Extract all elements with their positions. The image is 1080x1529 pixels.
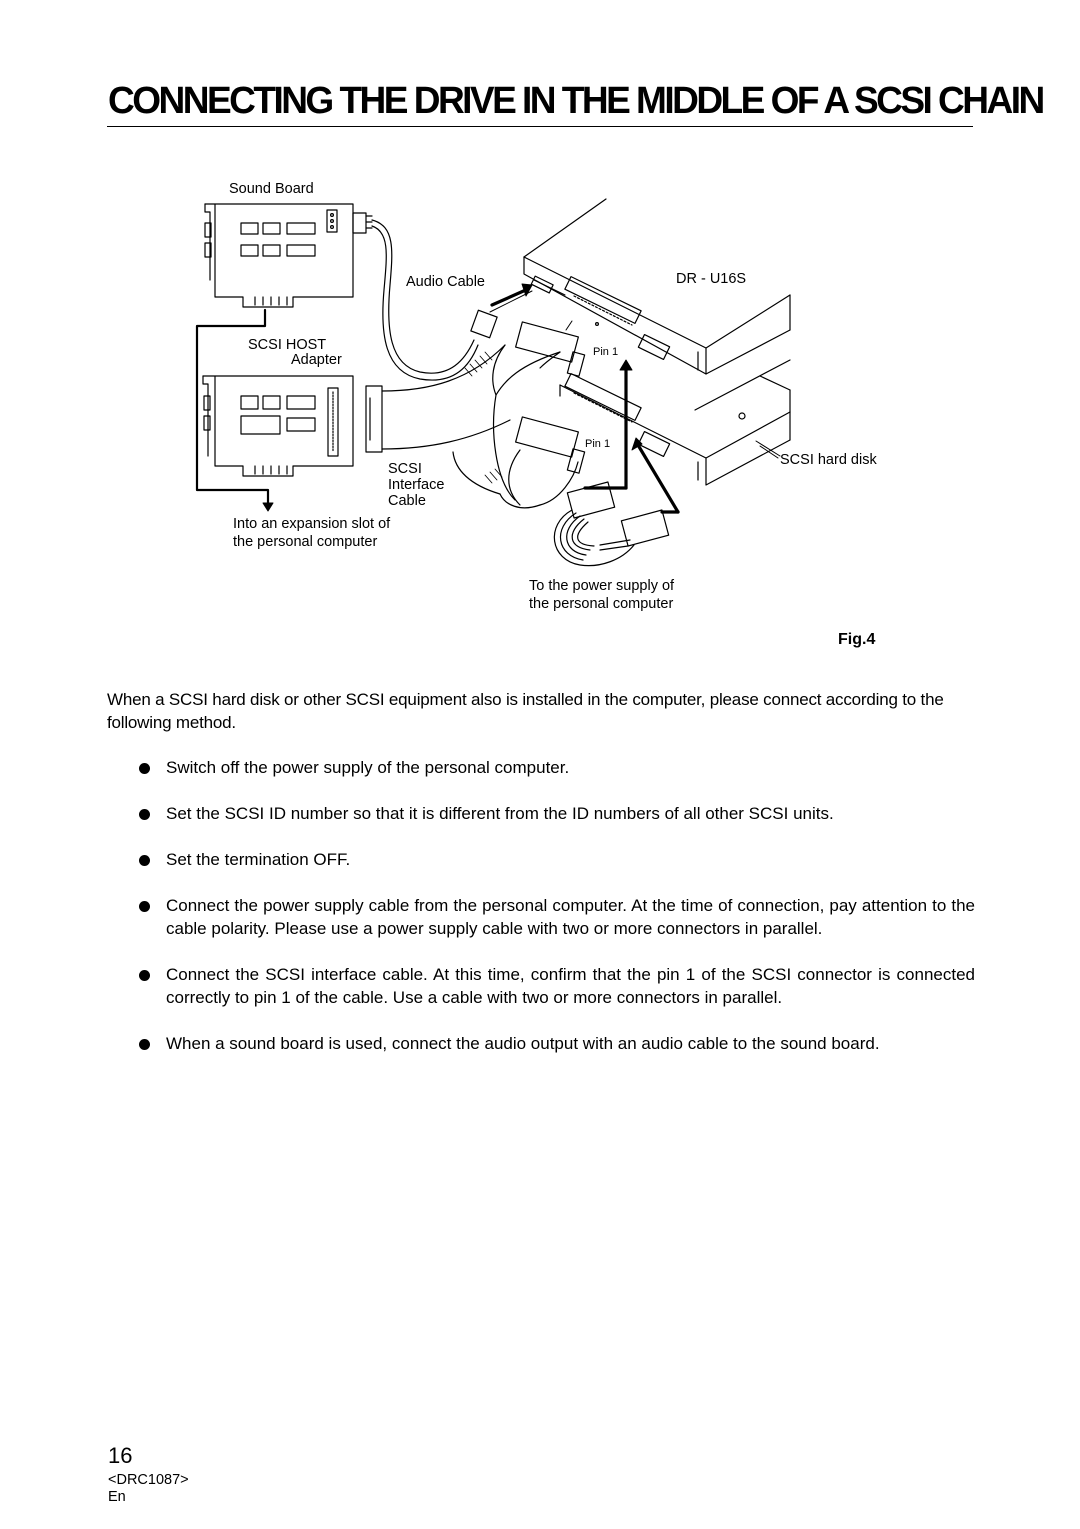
label-expansion-2: the personal computer — [233, 534, 378, 550]
leader-hard-disk — [756, 441, 780, 456]
figure-caption: Fig.4 — [838, 631, 876, 648]
list-item-text: Connect the power supply cable from the personal computer. At the time of connection, pay attention to the cable polarity. Please use a power supply cable with two or more connectors in parallel. — [166, 896, 975, 938]
list-item — [107, 1032, 975, 1055]
bullet-icon — [139, 763, 150, 774]
list-item-text: Set the termination OFF. — [166, 850, 351, 869]
doc-code-line: <DRC1087> — [108, 1472, 189, 1488]
list-item — [107, 848, 975, 871]
list-item — [107, 756, 975, 779]
list-item — [107, 894, 975, 940]
sound-board-card — [205, 204, 372, 307]
label-scsi-host: SCSI HOST — [248, 337, 327, 353]
list-item-text: When a sound board is used, connect the audio output with an audio cable to the sound board. — [166, 1034, 880, 1053]
arrow-head-audio — [522, 284, 532, 296]
power-cable — [554, 482, 668, 566]
drive-dr-u16s — [524, 199, 790, 374]
scsi-hard-disk — [560, 360, 790, 485]
label-drive-model: DR - U16S — [676, 271, 747, 287]
list-item-text: Set the SCSI ID number so that it is different from the ID numbers of all other SCSI units. — [166, 804, 834, 823]
page-title: CONNECTING THE DRIVE IN THE MIDDLE OF A SCSI CHAIN — [108, 80, 1043, 122]
document-code — [108, 1472, 189, 1506]
label-power-1: To the power supply of — [529, 578, 675, 594]
connection-diagram — [0, 0, 1080, 670]
label-scsi-cable-1: SCSI — [388, 461, 422, 477]
label-sound-board: Sound Board — [229, 181, 314, 197]
list-item — [107, 802, 975, 825]
expansion-arrow — [263, 503, 273, 511]
intro-paragraph: When a SCSI hard disk or other SCSI equipment also is installed in the computer, please connect according to the following method. — [107, 690, 944, 732]
label-pin1-top: Pin 1 — [593, 346, 619, 358]
list-item — [107, 963, 975, 1009]
list-item-text: Switch off the power supply of the personal computer. — [166, 758, 570, 777]
bullet-icon — [139, 1039, 150, 1050]
bullet-icon — [139, 809, 150, 820]
connection-arrows — [492, 289, 678, 512]
bullet-icon — [139, 855, 150, 866]
label-expansion-1: Into an expansion slot of — [233, 516, 391, 532]
label-power-2: the personal computer — [529, 596, 674, 612]
arrow-head-power-top — [620, 360, 632, 370]
label-scsi-cable-3: Cable — [388, 493, 426, 509]
instruction-list — [107, 756, 975, 1078]
bullet-icon — [139, 970, 150, 981]
audio-cable — [372, 220, 532, 380]
page-number: 16 — [108, 1443, 133, 1468]
label-scsi-cable-2: Interface — [388, 477, 445, 493]
label-pin1-bottom: Pin 1 — [585, 438, 611, 450]
label-adapter: Adapter — [291, 352, 342, 368]
label-audio-cable: Audio Cable — [406, 274, 485, 290]
label-scsi-hard-disk: SCSI hard disk — [780, 452, 877, 468]
diagram-drawing — [0, 0, 1080, 670]
bullet-icon — [139, 901, 150, 912]
doc-lang-line: En — [108, 1489, 126, 1505]
scsi-host-adapter-card — [203, 376, 353, 476]
list-item-text: Connect the SCSI interface cable. At this time, confirm that the pin 1 of the SCSI connector is connected correctly to pin 1 of the cable. Use a cable with two or more connectors in parallel. — [166, 965, 975, 1007]
